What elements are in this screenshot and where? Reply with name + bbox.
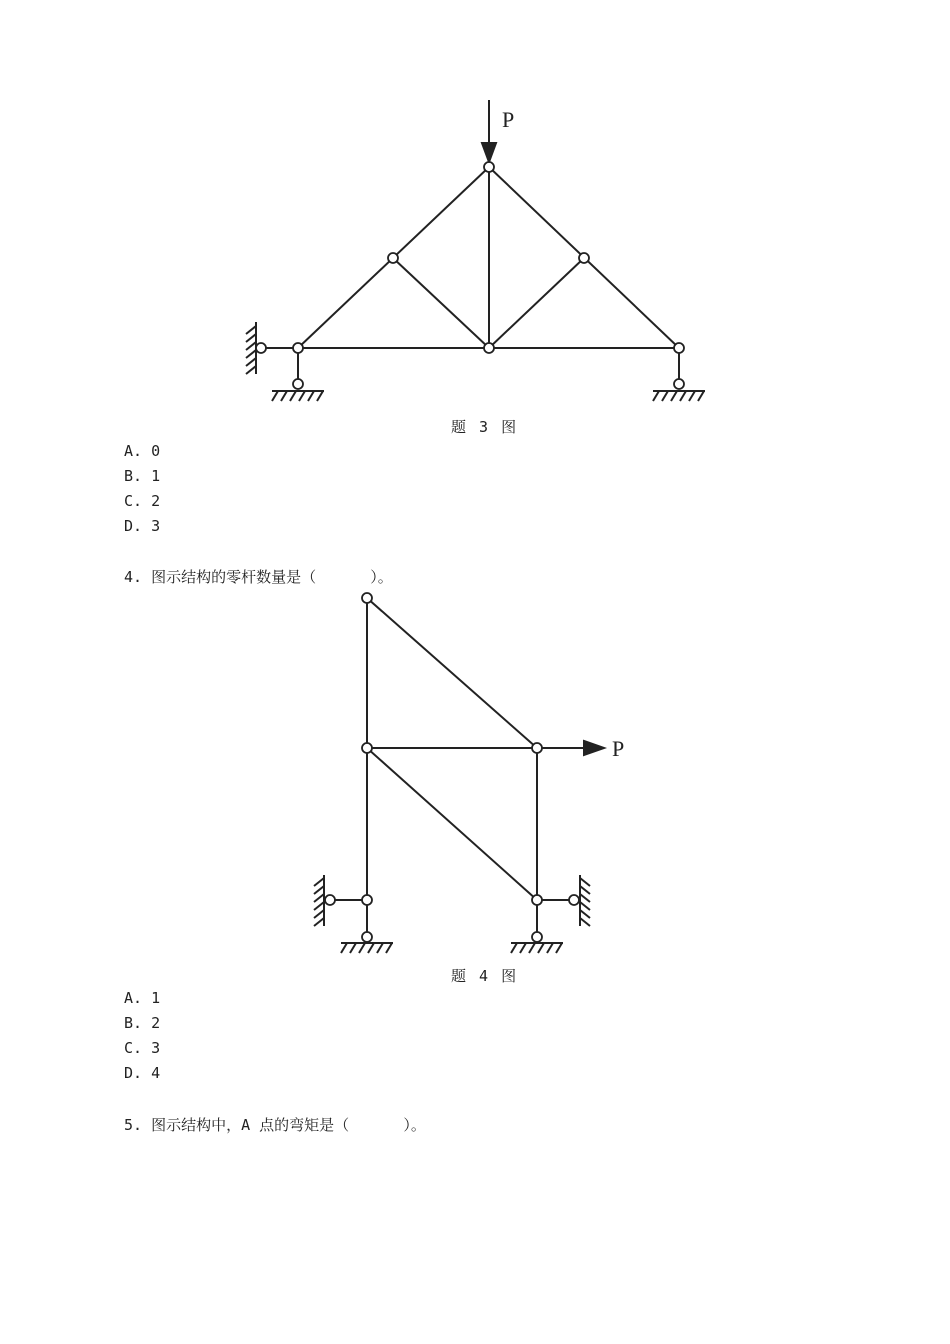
figure-4-caption: 题 4 图 [451,967,519,985]
q3-option-d: D. 3 [124,517,161,535]
node-left-ground-hinge-4 [362,932,372,942]
left-ground-hatch-4 [341,943,392,953]
load-label-p: P [502,107,515,132]
load-label-p-4: P [612,736,625,761]
q4-option-c: C. 3 [124,1039,161,1057]
node-right-wall-hinge-4 [569,895,579,905]
load-arrow-head-4 [584,741,604,755]
q4-option-d: D. 4 [124,1064,161,1082]
left-wall-hatch-4 [314,878,324,926]
node-right-ground-hinge-4 [532,932,542,942]
figure-3-caption: 题 3 图 [451,418,519,436]
upper-diagonal [367,598,537,748]
right-ground-hatch-4 [511,943,562,953]
node-top-4 [362,593,372,603]
q4-option-a: A. 1 [124,989,161,1007]
question-5-text: 5. 图示结构中，A 点的弯矩是（ ）。 [124,1116,426,1134]
q3-option-c: C. 2 [124,492,161,510]
node-left-wall-hinge-4 [325,895,335,905]
q3-option-a: A. 0 [124,442,161,460]
node-left-mid-4 [362,743,372,753]
q4-option-b: B. 2 [124,1014,161,1032]
node-right-mid-4 [532,743,542,753]
lower-diagonal [367,748,537,900]
node-right-bottom-4 [532,895,542,905]
node-left-bottom-4 [362,895,372,905]
question-4-text: 4. 图示结构的零杆数量是（ ）。 [124,568,393,586]
right-wall-hatch-4 [580,878,590,926]
q3-option-b: B. 1 [124,467,161,485]
